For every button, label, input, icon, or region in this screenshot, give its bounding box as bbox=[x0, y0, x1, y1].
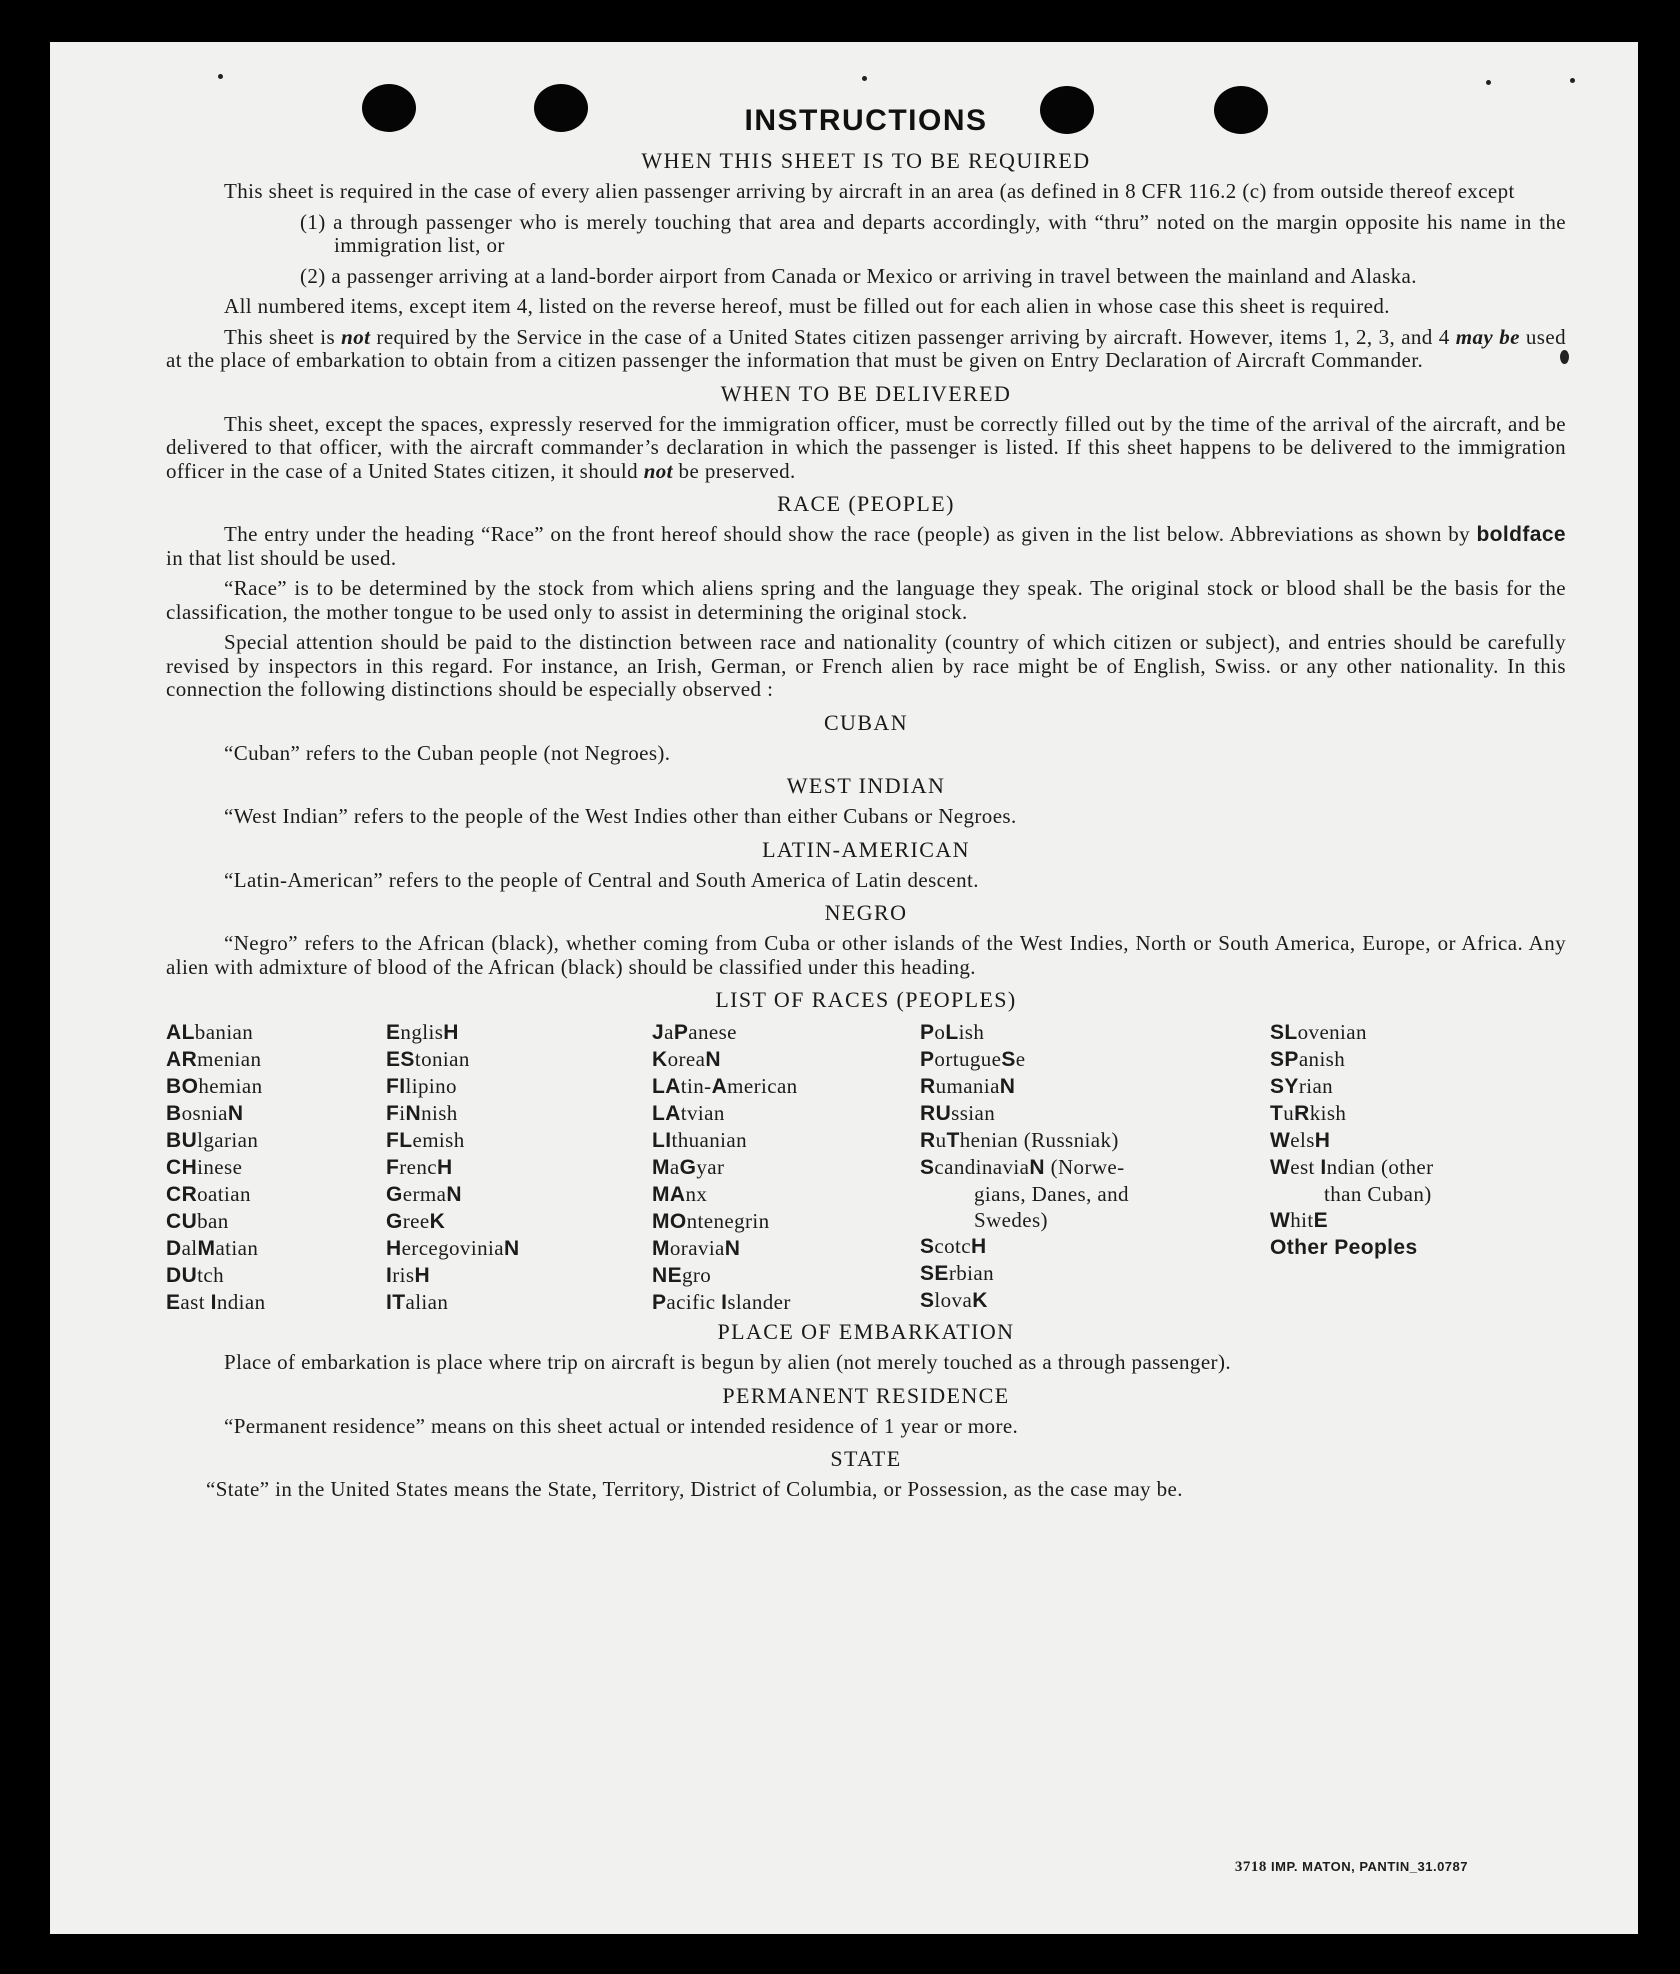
race-entry: GreeK bbox=[386, 1209, 446, 1233]
race-entry: DalMatian bbox=[166, 1236, 259, 1260]
race-entry: ALbanian bbox=[166, 1020, 254, 1044]
race-entry: FiNnish bbox=[386, 1101, 458, 1125]
race-entry: SlovaK bbox=[920, 1288, 988, 1312]
paragraph: “Latin-American” refers to the people of Central and South America of Latin descent. bbox=[224, 867, 979, 892]
race-entry: PortugueSe bbox=[920, 1047, 1026, 1071]
race-entry: West Indian (other bbox=[1270, 1155, 1434, 1179]
section-heading-negro: NEGRO bbox=[824, 900, 908, 925]
race-entry: BosniaN bbox=[166, 1101, 244, 1125]
page-title: INSTRUCTIONS bbox=[744, 104, 988, 137]
instructions-text bbox=[166, 104, 1566, 1509]
race-entry: JaPanese bbox=[652, 1020, 737, 1044]
paragraph: “Permanent residence” means on this sheet actual or intended residence of 1 year or more. bbox=[224, 1413, 1019, 1438]
race-entry: BUlgarian bbox=[166, 1128, 259, 1152]
section-heading-races-list: LIST OF RACES (PEOPLES) bbox=[715, 987, 1017, 1012]
speck bbox=[862, 76, 867, 81]
paragraph: This sheet is required in the case of every alien passenger arriving by aircraft in an area (as defined in 8 CFR 116.2 (c) from outside thereof except bbox=[224, 179, 1515, 203]
form-number: 3718 bbox=[1234, 1859, 1267, 1875]
race-entry: RumaniaN bbox=[920, 1074, 1016, 1098]
race-entry: ScotcH bbox=[920, 1234, 987, 1258]
paragraph: “Race” is to be determined by the stock from which aliens spring and the language they speak. The original stock or blood shall be the basis for the classification, the mother tongue to be used only to assist in determining the original stock. bbox=[166, 576, 1566, 624]
printer-imprint bbox=[1235, 1859, 1468, 1876]
section-heading-required: WHEN THIS SHEET IS TO BE REQUIRED bbox=[641, 148, 1091, 173]
race-entry: SYrian bbox=[1270, 1074, 1334, 1098]
race-entry: WhitE bbox=[1270, 1208, 1329, 1232]
race-entry: Swedes) bbox=[974, 1208, 1048, 1232]
race-entry: FLemish bbox=[386, 1128, 465, 1152]
race-entry: SErbian bbox=[920, 1261, 994, 1285]
paragraph: Special attention should be paid to the distinction between race and nationality (country of which citizen or subject), and entries should be carefully revised by inspectors in this regard. For instance, an Irish, German, or French alien by race might be of English, Swiss. or any other nationality. In this connection the following distinctions should be especially observed : bbox=[166, 630, 1566, 701]
race-entry: MaGyar bbox=[652, 1155, 725, 1179]
races-column bbox=[920, 1019, 1129, 1314]
race-entry: KoreaN bbox=[652, 1047, 721, 1071]
document-page bbox=[50, 42, 1638, 1934]
race-entry: Pacific Islander bbox=[652, 1290, 791, 1314]
paragraph: This sheet is not required by the Service in the case of a United States citizen passenger arriving by aircraft. However, items 1, 2, 3, and 4 may be used at the place of embarkation to obtain from a citizen passenger the information that must be given on Entry Declaration of Aircraft Commander. bbox=[166, 324, 1566, 372]
speck bbox=[1486, 80, 1491, 85]
race-entry: PoLish bbox=[920, 1020, 985, 1044]
races-column bbox=[1270, 1019, 1434, 1261]
paragraph: The entry under the heading “Race” on the front hereof should show the race (people) as given in the list below. Abbreviations as shown by boldface in that list should be used. bbox=[166, 522, 1566, 570]
paragraph: This sheet, except the spaces, expressly reserved for the immigration officer, must be correctly filled out by the time of the arrival of the aircraft, and be delivered to that officer, with the aircraft commander’s declaration in which the passenger is listed. If this sheet happens to be delivered to the immigration officer in the case of a United States citizen, it should not be preserved. bbox=[166, 411, 1566, 483]
list-item: (1) a through passenger who is merely touching that area and departs accordingly, with “thru” noted on the margin opposite his name in the immigration list, or bbox=[300, 209, 1566, 257]
section-heading-embarkation: PLACE OF EMBARKATION bbox=[717, 1319, 1015, 1344]
section-heading-latin-american: LATIN-AMERICAN bbox=[762, 836, 970, 862]
section-heading-state: STATE bbox=[830, 1446, 902, 1471]
race-entry: IrisH bbox=[386, 1263, 431, 1287]
race-entry: EStonian bbox=[386, 1047, 470, 1071]
paragraph: “Negro” refers to the African (black), whether coming from Cuba or other islands of the West Indies, North or South America, Europe, or Africa. Any alien with admixture of blood of the African (black) should be classified under this heading. bbox=[166, 931, 1566, 979]
race-entry: LAtvian bbox=[652, 1101, 725, 1125]
race-entry: WelsH bbox=[1270, 1128, 1331, 1152]
race-entry: EnglisH bbox=[386, 1020, 459, 1044]
race-entry: MoraviaN bbox=[652, 1236, 741, 1260]
race-entry: RUssian bbox=[920, 1101, 996, 1125]
race-entry: East Indian bbox=[166, 1290, 266, 1314]
race-entry: FrencH bbox=[386, 1155, 453, 1179]
race-entry: LIthuanian bbox=[652, 1128, 747, 1152]
section-heading-cuban: CUBAN bbox=[823, 709, 908, 735]
race-entry: MAnx bbox=[652, 1182, 708, 1206]
race-entry: TuRkish bbox=[1270, 1101, 1347, 1125]
section-heading-residence: PERMANENT RESIDENCE bbox=[722, 1382, 1010, 1408]
race-entry: SLovenian bbox=[1270, 1020, 1367, 1044]
list-item: (2) a passenger arriving at a land-border airport from Canada or Mexico or arriving in travel between the mainland and Alaska. bbox=[300, 263, 1417, 288]
race-entry: DUtch bbox=[166, 1263, 224, 1287]
race-entry: ARmenian bbox=[166, 1047, 262, 1071]
section-heading-race: RACE (PEOPLE) bbox=[777, 491, 955, 516]
section-heading-delivered: WHEN TO BE DELIVERED bbox=[720, 380, 1012, 406]
races-list bbox=[166, 1019, 1566, 1314]
race-entry: gians, Danes, and bbox=[974, 1182, 1129, 1206]
imprint-text: IMP. MATON, PANTIN_31.0787 bbox=[1271, 1859, 1468, 1874]
race-entry: GermaN bbox=[386, 1182, 462, 1206]
race-entry: RuThenian (Russniak) bbox=[920, 1128, 1119, 1152]
paragraph: “West Indian” refers to the people of the West Indies other than either Cubans or Negroes. bbox=[224, 804, 1017, 828]
race-entry: CUban bbox=[166, 1209, 229, 1233]
race-entry: ScandinaviaN (Norwe- bbox=[920, 1155, 1125, 1179]
paragraph: “State” in the United States means the State, Territory, District of Columbia, or Possession, as the case may be. bbox=[206, 1477, 1183, 1501]
paragraph: “Cuban” refers to the Cuban people (not Negroes). bbox=[224, 740, 671, 765]
paragraph: Place of embarkation is place where trip on aircraft is begun by alien (not merely touched as a through passenger). bbox=[224, 1350, 1231, 1374]
race-entry: SPanish bbox=[1270, 1047, 1346, 1071]
race-entry: than Cuban) bbox=[1324, 1182, 1432, 1206]
paragraph: All numbered items, except item 4, listed on the reverse hereof, must be filled out for each alien in whose case this sheet is required. bbox=[224, 294, 1390, 318]
race-entry: CRoatian bbox=[166, 1182, 251, 1206]
race-entry: CHinese bbox=[166, 1155, 243, 1179]
races-column bbox=[652, 1019, 798, 1316]
race-entry: FIlipino bbox=[386, 1074, 457, 1098]
speck bbox=[218, 74, 223, 79]
race-entry: Other Peoples bbox=[1270, 1236, 1418, 1259]
race-entry: LAtin-American bbox=[652, 1074, 798, 1098]
section-heading-west-indian: WEST INDIAN bbox=[786, 773, 946, 798]
races-column bbox=[166, 1019, 266, 1316]
race-entry: MOntenegrin bbox=[652, 1209, 770, 1233]
speck bbox=[1570, 78, 1575, 83]
race-entry: NEgro bbox=[652, 1263, 712, 1287]
race-entry: ITalian bbox=[386, 1290, 449, 1314]
race-entry: HercegoviniaN bbox=[386, 1236, 520, 1260]
race-entry: BOhemian bbox=[166, 1074, 263, 1098]
races-column bbox=[386, 1019, 520, 1316]
